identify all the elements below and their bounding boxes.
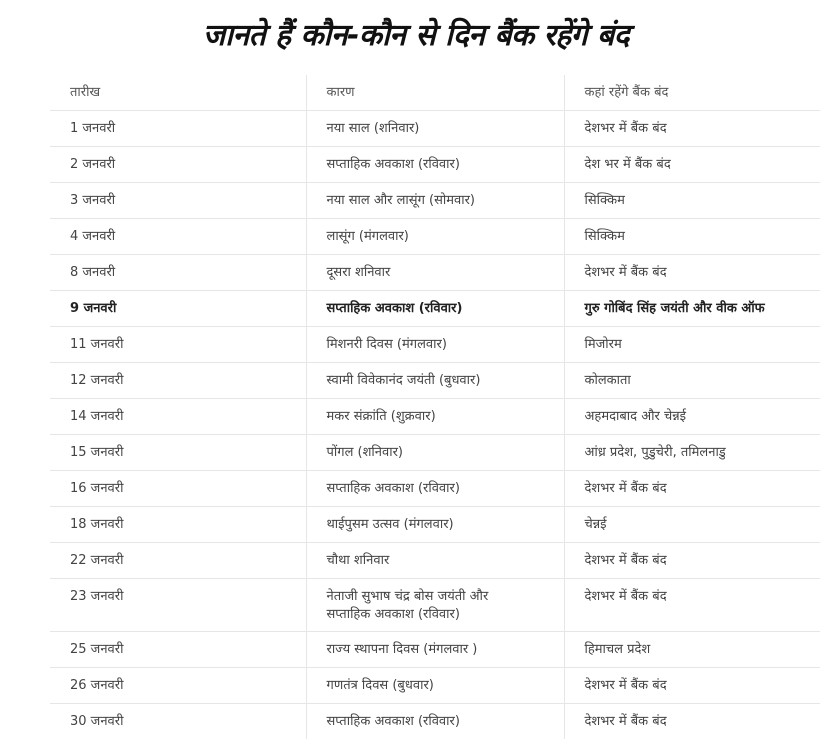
location-cell: देशभर में बैंक बंद	[564, 704, 820, 740]
date-cell: 2 जनवरी	[50, 147, 306, 183]
reason-cell: दूसरा शनिवार	[306, 255, 564, 291]
reason-cell: लासूंग (मंगलवार)	[306, 219, 564, 255]
location-cell: देशभर में बैंक बंद	[564, 471, 820, 507]
reason-cell: चौथा शनिवार	[306, 543, 564, 579]
location-cell: गुरु गोबिंद सिंह जयंती और वीक ऑफ	[564, 291, 820, 327]
location-cell: हिमाचल प्रदेश	[564, 632, 820, 668]
table-row	[50, 704, 820, 740]
location-cell: देशभर में बैंक बंद	[564, 255, 820, 291]
reason-cell: सप्ताहिक अवकाश (रविवार)	[306, 471, 564, 507]
date-cell: 4 जनवरी	[50, 219, 306, 255]
table-row	[50, 632, 820, 668]
reason-cell: गणतंत्र दिवस (बुधवार)	[306, 668, 564, 704]
location-cell: देशभर में बैंक बंद	[564, 668, 820, 704]
location-cell: सिक्किम	[564, 219, 820, 255]
table-header-row	[50, 75, 820, 111]
table-row	[50, 399, 820, 435]
table-row	[50, 147, 820, 183]
location-cell: सिक्किम	[564, 183, 820, 219]
table-row	[50, 579, 820, 632]
table-row	[50, 111, 820, 147]
date-cell: 9 जनवरी	[50, 291, 306, 327]
reason-cell	[306, 579, 564, 632]
table-row	[50, 471, 820, 507]
reason-cell: थाईपुसम उत्सव (मंगलवार)	[306, 507, 564, 543]
location-cell: देश भर में बैंक बंद	[564, 147, 820, 183]
reason-cell: पोंगल (शनिवार)	[306, 435, 564, 471]
table-row	[50, 219, 820, 255]
reason-cell: सप्ताहिक अवकाश (रविवार)	[306, 291, 564, 327]
location-cell: कोलकाता	[564, 363, 820, 399]
reason-cell: नया साल और लासूंग (सोमवार)	[306, 183, 564, 219]
table-row	[50, 668, 820, 704]
date-cell: 8 जनवरी	[50, 255, 306, 291]
table-row	[50, 363, 820, 399]
reason-cell: स्वामी विवेकानंद जयंती (बुधवार)	[306, 363, 564, 399]
table-row	[50, 435, 820, 471]
reason-text: नेताजी सुभाष चंद्र बोस जयंती और सप्ताहिक अवकाश (रविवार)	[326, 589, 489, 622]
reason-cell: सप्ताहिक अवकाश (रविवार)	[306, 704, 564, 740]
location-cell: चेन्नई	[564, 507, 820, 543]
reason-cell: राज्य स्थापना दिवस (मंगलवार )	[306, 632, 564, 668]
reason-cell: मिशनरी दिवस (मंगलवार)	[306, 327, 564, 363]
table-row	[50, 255, 820, 291]
table-row	[50, 183, 820, 219]
location-cell: देशभर में बैंक बंद	[564, 111, 820, 147]
date-cell: 25 जनवरी	[50, 632, 306, 668]
location-cell: अहमदाबाद और चेन्नई	[564, 399, 820, 435]
table-row	[50, 543, 820, 579]
date-cell: 26 जनवरी	[50, 668, 306, 704]
table-row	[50, 291, 820, 327]
date-cell: 16 जनवरी	[50, 471, 306, 507]
location-cell: देशभर में बैंक बंद	[564, 543, 820, 579]
date-cell: 3 जनवरी	[50, 183, 306, 219]
page-title: जानते हैं कौन-कौन से दिन बैंक रहेंगे बंद	[202, 18, 630, 53]
table-body	[50, 111, 820, 740]
location-cell: मिजोरम	[564, 327, 820, 363]
date-cell: 12 जनवरी	[50, 363, 306, 399]
reason-cell: नया साल (शनिवार)	[306, 111, 564, 147]
reason-cell: मकर संक्रांति (शुक्रवार)	[306, 399, 564, 435]
location-cell: देशभर में बैंक बंद	[564, 579, 820, 632]
date-cell: 11 जनवरी	[50, 327, 306, 363]
date-cell: 22 जनवरी	[50, 543, 306, 579]
bank-holidays-table	[50, 75, 820, 739]
date-cell: 30 जनवरी	[70, 714, 124, 729]
column-header-reason: कारण	[306, 75, 564, 111]
table-row	[50, 327, 820, 363]
table-row	[50, 507, 820, 543]
column-header-date: तारीख	[50, 75, 306, 111]
date-cell: 1 जनवरी	[50, 111, 306, 147]
date-cell: 23 जनवरी	[50, 579, 306, 632]
location-cell: आंध्र प्रदेश, पुडुचेरी, तमिलनाडु	[564, 435, 820, 471]
date-cell: 15 जनवरी	[50, 435, 306, 471]
date-cell: 18 जनवरी	[50, 507, 306, 543]
column-header-where: कहां रहेंगे बैंक बंद	[564, 75, 820, 111]
reason-cell: सप्ताहिक अवकाश (रविवार)	[306, 147, 564, 183]
date-cell: 14 जनवरी	[50, 399, 306, 435]
